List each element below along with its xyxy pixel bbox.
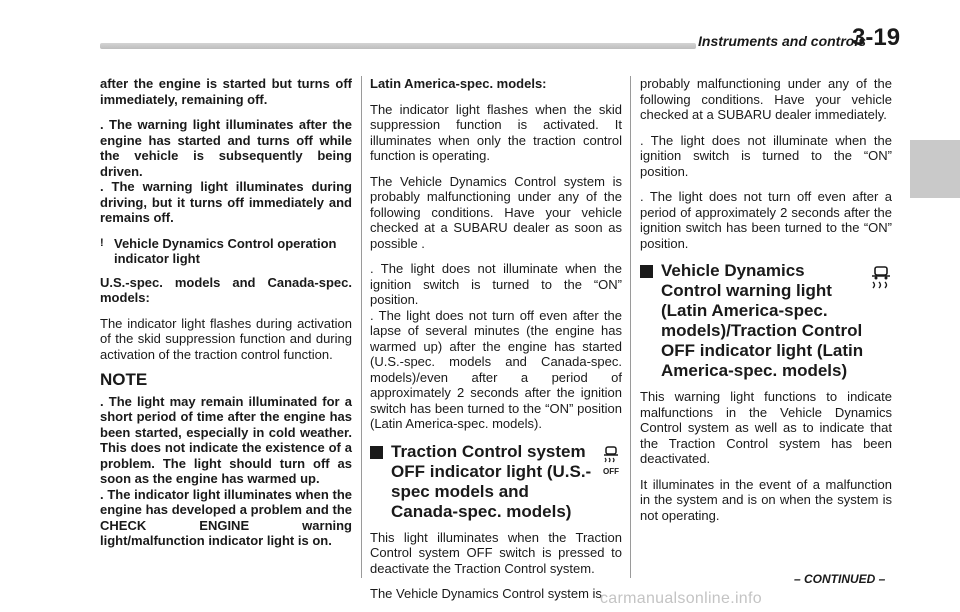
section-heading-title: Traction Control system OFF indicator light (U.S.-spec models and Canada-spec. models) [391, 441, 592, 521]
section-heading-title: Vehicle Dynamics Control warning light (Latin America-spec. models)/Traction Control OFF indicator light (Latin America-spec. models) [661, 261, 864, 380]
section-square-icon [640, 265, 653, 278]
paragraph: Latin America-spec. models: [370, 76, 547, 91]
bullet-item: . The light does not turn off even after the lapse of several minutes (the engine has warmed up) after the engine has started (U.S.-spec. models and Canada-spec. models)/even after a period of approximately 2 seconds after the ignition switch has been turned to the “ON” position (Latin America-spec. models). [370, 307, 622, 431]
chapter-thumb-tab [910, 140, 960, 198]
paragraph: probably malfunctioning under any of the following conditions. Have your vehicle checked at a SUBARU dealer immediately. [640, 76, 892, 122]
paragraph: The indicator light flashes during activation of the skid suppression function and during activation of the traction control function. [100, 315, 352, 362]
paragraph: This warning light functions to indicate malfunctions in the Vehicle Dynamics Control system as well as to indicate that the Traction Control system has been deactivated. [640, 389, 892, 466]
subsection-heading [100, 236, 352, 267]
vdc-off-indicator-icon [602, 446, 622, 480]
bullet-item: . The light does not illuminate when the ignition switch is turned to the “ON” position. [640, 132, 892, 179]
continued-label: – CONTINUED – [794, 572, 886, 586]
bullet-item: . The light does not turn off even after a period of approximately 2 seconds after the ignition switch has been turned to the “ON” position. [640, 189, 892, 251]
page-number: 3-19 [852, 24, 901, 51]
note-item: . The light may remain illuminated for a short period of time after the engine has been started, especially in cold weather. This does not indicate the existence of a problem. The light should turn off as soon as the engine has warmed up. [100, 393, 352, 486]
paragraph: after the engine is started but turns off immediately, remaining off. [100, 76, 352, 107]
svg-text:OFF: OFF [603, 466, 619, 476]
vdc-warning-icon [870, 265, 892, 299]
paragraph: U.S.-spec. models and Canada-spec. models: [100, 274, 352, 305]
bullet-item: . The warning light illuminates after the engine has started and turns off while the vehicle is subsequently being driven. [100, 117, 352, 179]
column-divider [630, 76, 631, 578]
bullet-item: . The light does not illuminate when the ignition switch is turned to the “ON” position. [370, 261, 622, 307]
paragraph: It illuminates in the event of a malfunction in the system and is on when the system is not operating. [640, 476, 892, 523]
header-rule [100, 43, 696, 49]
paragraph: The indicator light flashes when the skid suppression function is activated. It illuminates when only the traction control function is operating. [370, 101, 622, 163]
paragraph: The Vehicle Dynamics Control system is [370, 586, 602, 601]
triangle-marker-icon: ! [100, 236, 104, 249]
section-square-icon [370, 446, 383, 459]
column-3 [640, 76, 892, 533]
column-1 [100, 76, 352, 559]
column-2 [370, 76, 622, 612]
section-heading [370, 442, 622, 522]
note-item: . The indicator light illuminates when the engine has developed a problem and the CHECK ENGINE warning light/malfunction indicator light is on. [100, 486, 352, 548]
watermark: carmanualsonline.info [600, 590, 762, 607]
paragraph: The Vehicle Dynamics Control system is probably malfunctioning under any of the following conditions. Have your vehicle checked at a SUBARU dealer as soon as possible . [370, 173, 622, 251]
section-heading [640, 261, 892, 381]
section-title: Instruments and controls [698, 33, 867, 49]
note-heading: NOTE [100, 370, 148, 389]
bullet-item: . The warning light illuminates during driving, but it turns off immediately and remains off. [100, 179, 352, 225]
paragraph: This light illuminates when the Traction Control system OFF switch is pressed to deactivate the Traction Control system. [370, 529, 622, 576]
subsection-title: Vehicle Dynamics Control operation indicator light [114, 235, 337, 266]
column-divider [361, 76, 362, 578]
